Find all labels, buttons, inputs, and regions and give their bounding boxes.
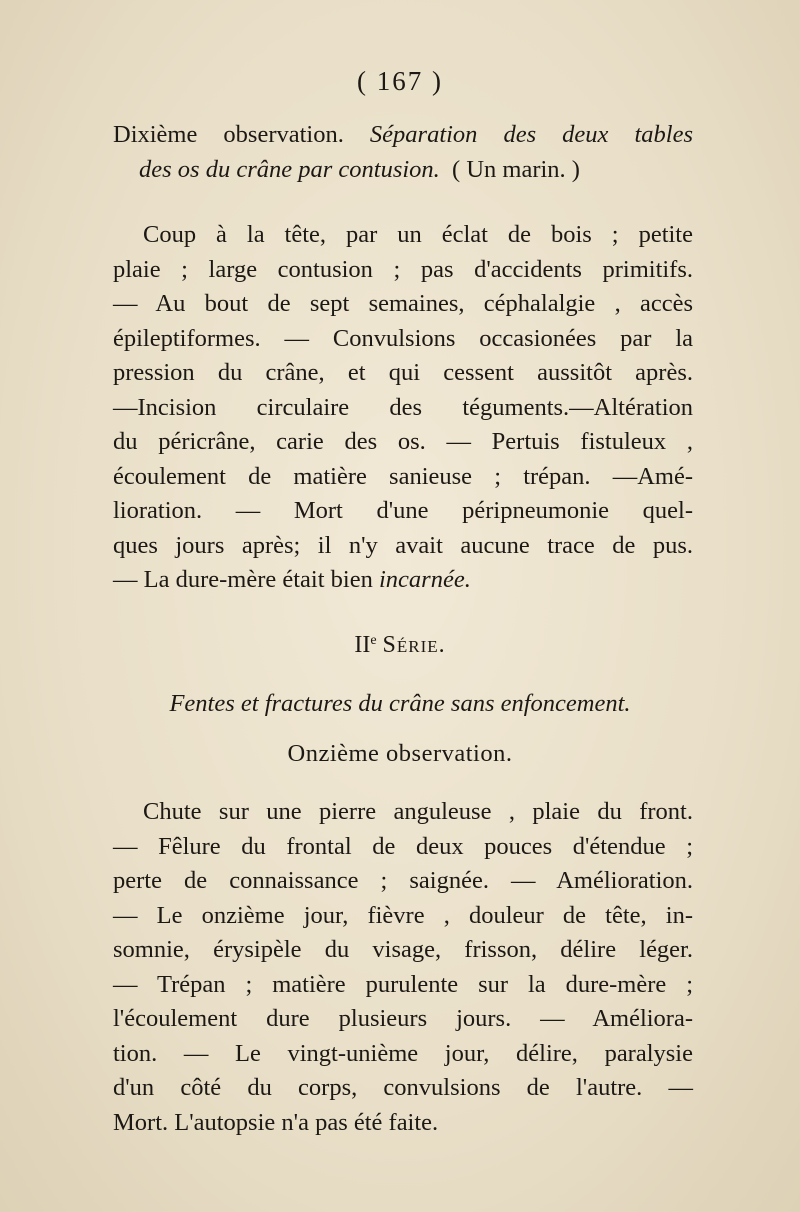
text-line: épileptiformes. — Convulsions occasionées par la [113, 324, 693, 352]
text-line: ques jours après; il n'y avait aucune trace de pus. [113, 531, 693, 559]
text-line: Mort. L'autopsie n'a pas été faite. [113, 1108, 439, 1136]
text-line: — Le onzième jour, fièvre , douleur de tête, in- [113, 901, 693, 929]
text-line: somnie, érysipèle du visage, frisson, délire léger. [113, 936, 693, 963]
text-line: tion. — Le vingt-unième jour, délire, paralysie [113, 1039, 693, 1067]
observation-10-title-italic-1: Séparation des deux tables [369, 121, 694, 148]
observation-11-title: Onzième observation. [287, 740, 513, 767]
page-number: ( 167 ) [357, 66, 443, 96]
last-line-italic: incarnée. [378, 566, 471, 593]
series-heading [0, 632, 800, 659]
text-line: — Au bout de sept semaines, céphalalgie , accès [113, 290, 693, 317]
observation-10-title-italic-2: des os du crâne par contusion. [139, 155, 440, 183]
text-line-last [113, 563, 693, 598]
text-line: —Incision circulaire des téguments.—Altération [113, 393, 693, 421]
text-line: plaie ; large contusion ; pas d'accidents primitifs. [113, 255, 693, 283]
text-line: d'un côté du corps, convulsions de l'autre. — [113, 1074, 693, 1101]
observation-11-body [113, 795, 693, 1140]
last-line-plain: — La dure-mère était bien [113, 566, 373, 593]
text-line: — Fêlure du frontal de deux pouces d'étendue ; [113, 832, 693, 860]
observation-10-body [113, 218, 693, 598]
series-label: Série. [382, 632, 446, 658]
text-line: Coup à la tête, par un éclat de bois ; petite [143, 221, 693, 248]
observation-10-label: Dixième observation. [113, 121, 344, 148]
text-line: du péricrâne, carie des os. — Pertuis fistuleux , [113, 428, 693, 455]
series-subheading: Fentes et fractures du crâne sans enfoncement. [169, 690, 631, 717]
observation-10-note: ( Un marin. ) [452, 155, 580, 183]
text-line: écoulement de matière sanieuse ; trépan. —Amé- [113, 462, 693, 490]
series-roman: II [354, 632, 371, 658]
text-line: Chute sur une pierre anguleuse , plaie du front. [143, 798, 693, 825]
text-line: — Trépan ; matière purulente sur la dure-mère ; [113, 970, 693, 998]
text-line: lioration. — Mort d'une péripneumonie quel- [113, 497, 693, 524]
text-line: perte de connaissance ; saignée. — Amélioration. [113, 867, 693, 894]
observation-10-title [113, 118, 693, 187]
text-line: l'écoulement dure plusieurs jours. — Améliora- [113, 1005, 693, 1032]
series-superscript: e [370, 633, 377, 648]
text-line: pression du crâne, et qui cessent aussitôt après. [113, 359, 693, 386]
